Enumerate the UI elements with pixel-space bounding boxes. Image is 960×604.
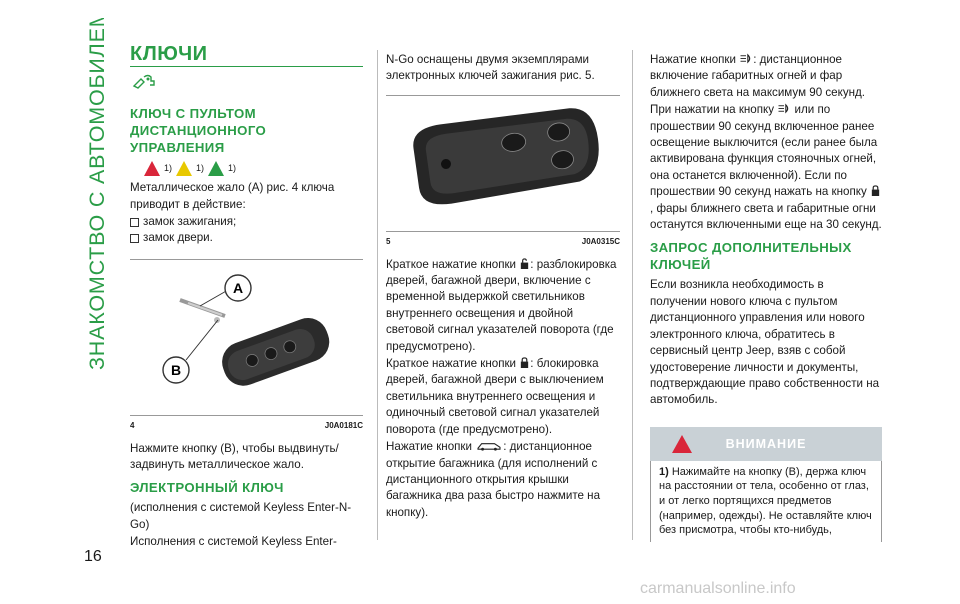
warning-number: 1) bbox=[659, 465, 669, 478]
paragraph: Нажатие кнопки : дистанционное открытие багажника (для исполнений с дистанционного открытия крышки багажника два раза быстро нажмите на кнопку). bbox=[386, 440, 601, 519]
electronic-key-image bbox=[386, 96, 620, 224]
column-divider bbox=[632, 50, 633, 540]
paragraph: Краткое нажатие кнопки : блокировка дверей, багажной двери с выключением светильника внутреннего освещения и одиночный световой сигнал указателей поворота (где предусмотрено). bbox=[386, 357, 604, 436]
warning-ref: 1) bbox=[228, 162, 237, 173]
figure-caption bbox=[386, 231, 620, 250]
side-section-title bbox=[70, 18, 120, 378]
figure-5-electronic-key bbox=[386, 95, 620, 251]
figure-number: 5 bbox=[386, 237, 391, 247]
paragraph: Металлическое жало (A) рис. 4 ключа приводит в действие: bbox=[130, 181, 335, 211]
bullet-square-icon bbox=[130, 218, 139, 227]
trunk-open-icon bbox=[475, 440, 503, 451]
heading-rule bbox=[130, 66, 363, 67]
list-item: замок двери. bbox=[130, 230, 363, 246]
subsection-heading: ЗАПРОС ДОПОЛНИТЕЛЬНЫХ КЛЮЧЕЙ bbox=[650, 240, 852, 273]
paragraph: Нажатие кнопки : дистанционное включение габаритных огней и фар ближнего света на максимум 90 секунд. bbox=[650, 53, 866, 99]
warning-body bbox=[650, 461, 882, 542]
subsection-heading: ЭЛЕКТРОННЫЙ КЛЮЧ bbox=[130, 480, 284, 496]
column-2 bbox=[386, 52, 620, 522]
callout-a: A bbox=[232, 279, 244, 296]
warning-text: Нажимайте на кнопку (B), держа ключ на расстоянии от тела, особенно от глаз, и от легко портящихся предметов (например, одежды). Не оставляйте ключ без присмотра, чтобы кто-нибудь, bbox=[659, 465, 872, 537]
figure-code: J0A0181C bbox=[324, 421, 363, 431]
environment-warning-icon bbox=[208, 161, 224, 176]
watermark: carmanualsonline.info bbox=[640, 580, 796, 597]
key-hand-icon bbox=[132, 73, 363, 98]
paragraph: Исполнения с системой Keyless Enter- bbox=[130, 535, 337, 549]
lock-icon bbox=[870, 185, 881, 196]
callout-b: B bbox=[170, 361, 182, 378]
caution-warning-icon bbox=[176, 161, 192, 176]
danger-warning-icon bbox=[144, 161, 160, 176]
folding-key-image bbox=[130, 260, 363, 408]
section-heading: КЛЮЧИ bbox=[130, 43, 208, 65]
side-title-text: ЗНАКОМСТВО С АВТОМОБИЛЕМ bbox=[85, 18, 109, 370]
column-1 bbox=[130, 40, 363, 552]
warning-title: ВНИМАНИЕ bbox=[725, 436, 807, 451]
unlock-icon bbox=[519, 258, 530, 269]
bullet-square-icon bbox=[130, 234, 139, 243]
page-number: 16 bbox=[84, 548, 102, 565]
headlight-icon bbox=[739, 53, 753, 64]
list-item: замок зажигания; bbox=[130, 214, 363, 230]
column-divider bbox=[377, 50, 378, 540]
warning-banner bbox=[650, 427, 882, 461]
figure-number: 4 bbox=[130, 421, 135, 431]
subsection-heading: КЛЮЧ С ПУЛЬТОМ ДИСТАНЦИОННОГО УПРАВЛЕНИЯ bbox=[130, 105, 267, 155]
figure-4-folding-key bbox=[130, 259, 363, 435]
paragraph: (исполнения с системой Keyless Enter-N-Go) bbox=[130, 501, 352, 531]
warning-icons-row bbox=[144, 160, 363, 176]
paragraph: При нажатии на кнопку или по прошествии 90 секунд включенное ранее освещение выключится (если ранее была активирована функция стояночных огней, она останется включенной). Если по прошествии 90 секунд нажать на кнопку , фары ближнего света и габаритные огни останутся включенными еще на 30 секунд. bbox=[650, 103, 882, 232]
paragraph: N-Go оснащены двумя экземплярами электронных ключей зажигания рис. 5. bbox=[386, 53, 595, 83]
paragraph: Если возникла необходимость в получении нового ключа с пультом дистанционного управления или нового электронного ключа, обратитесь в сервисный центр Jeep, взяв с собой удостоверение личности и документы, подтверждающие право собственности на автомобиль. bbox=[650, 278, 880, 407]
headlight-icon bbox=[777, 103, 791, 114]
figure-caption bbox=[130, 415, 363, 434]
column-3 bbox=[650, 52, 882, 542]
warning-ref: 1) bbox=[164, 162, 173, 173]
figure-code: J0A0315C bbox=[581, 237, 620, 247]
paragraph: Нажмите кнопку (B), чтобы выдвинуть/задвинуть металлическое жало. bbox=[130, 441, 339, 472]
paragraph: Краткое нажатие кнопки : разблокировка дверей, багажной двери, включение с временной выдержкой светильников внутреннего освещения и двойной световой сигнал указателей поворота (где предусмотрено). bbox=[386, 257, 617, 353]
lock-icon bbox=[519, 357, 530, 368]
warning-ref: 1) bbox=[196, 162, 205, 173]
